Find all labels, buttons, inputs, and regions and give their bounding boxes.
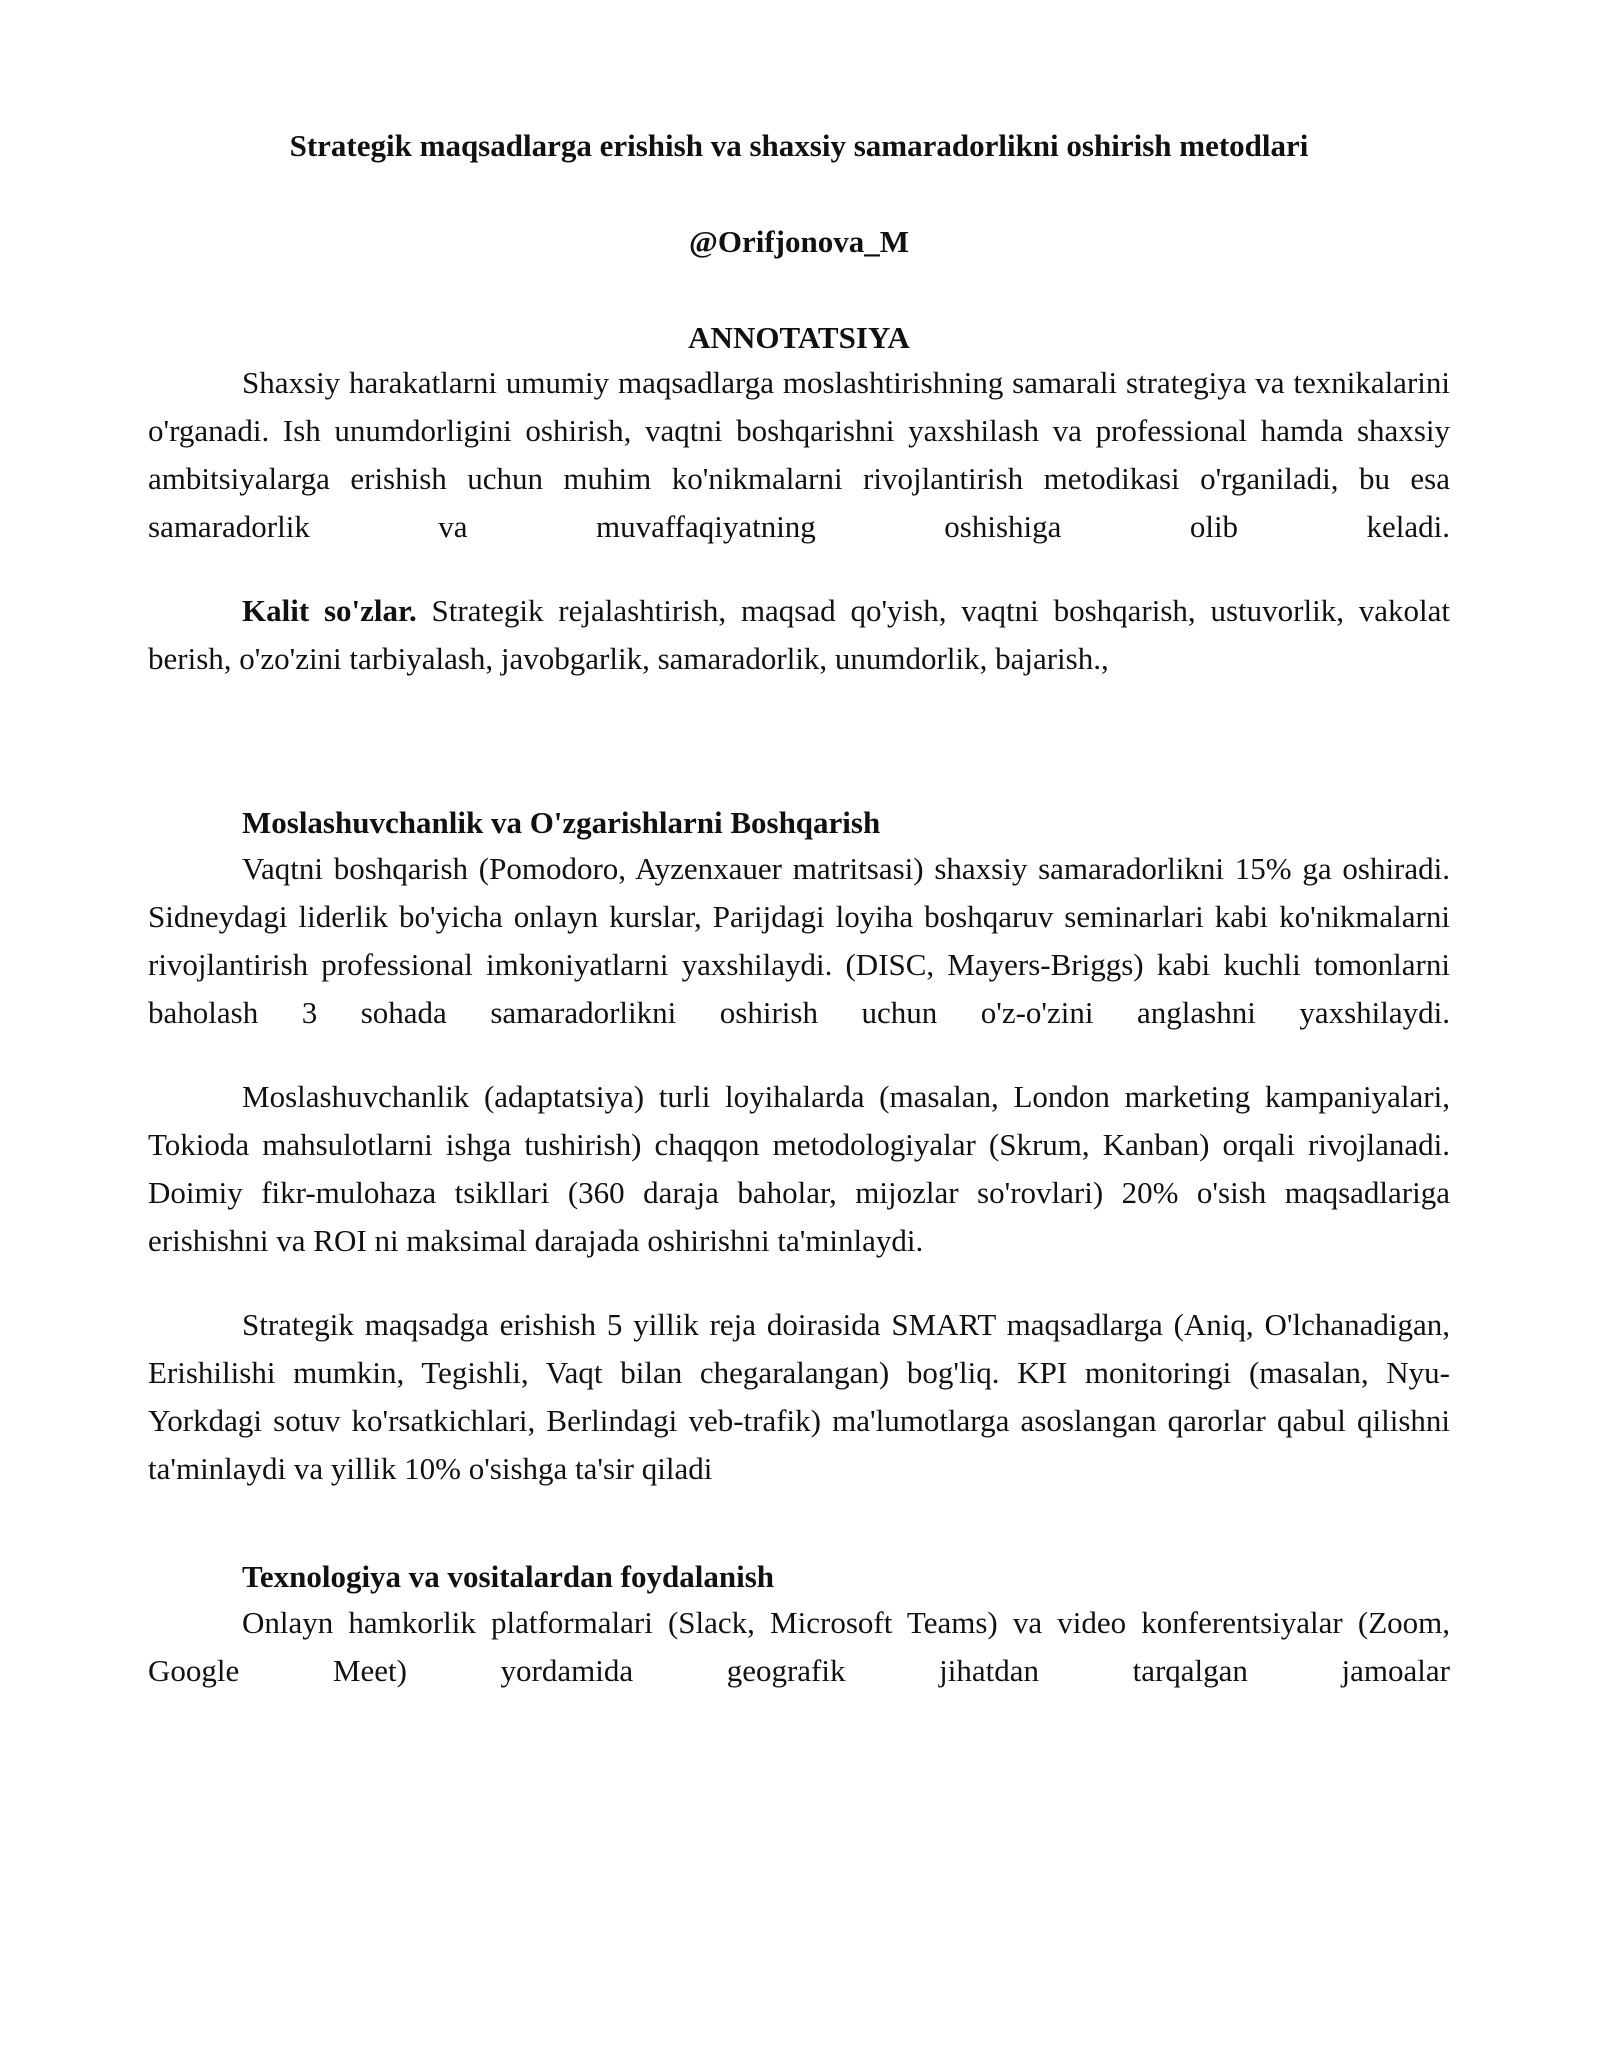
spacer — [148, 1493, 1450, 1555]
spacer — [148, 1037, 1450, 1073]
keywords-paragraph — [148, 587, 1450, 683]
section1-paragraph-1: Vaqtni boshqarish (Pomodoro, Ayzenxauer matritsasi) shaxsiy samaradorlikni 15% ga oshiradi. Sidneydagi liderlik bo'yicha onlayn kurslar, Parijdagi loyiha boshqaruv seminarlari kabi ko'nikmalarni rivojlantirish professional imkoniyatlarni yaxshilaydi. (DISC, Mayers-Briggs) kabi kuchli tomonlarni baholash 3 sohada samaradorlikni oshirish uchun o'z-o'zini anglashni yaxshilaydi. — [148, 851, 1450, 1030]
author-handle: @Orifjonova_M — [689, 224, 909, 259]
section-heading-technology: Texnologiya va vositalardan foydalanish — [242, 1559, 774, 1594]
section1-paragraph-2: Moslashuvchanlik (adaptatsiya) turli loyihalarda (masalan, London marketing kampaniyalari, Tokioda mahsulotlarni ishga tushirish) chaqqon metodologiyalar (Skrum, Kanban) orqali rivojlanadi. Doimiy fikr-mulohaza tsikllari (360 daraja baholar, mijozlar so'rovlari) 20% o'sish maqsadlariga erishishni va ROI ni maksimal darajada oshirishni ta'minlaydi. — [148, 1079, 1450, 1258]
spacer — [148, 551, 1450, 587]
section2-paragraph-1: Onlayn hamkorlik platformalari (Slack, Microsoft Teams) va video konferentsiyalar (Zoom, Google Meet) yordamida geografik jihatdan tarqalgan jamoalar — [148, 1605, 1450, 1688]
document-title: Strategik maqsadlarga erishish va shaxsiy samaradorlikni oshirish metodlari — [289, 128, 1309, 163]
annotation-paragraph: Shaxsiy harakatlarni umumiy maqsadlarga moslashtirishning samarali strategiya va texnikalarini o'rganadi. Ish unumdorligini oshirish, vaqtni boshqarishni yaxshilash va professional hamda shaxsiy ambitsiyalarga erishish uchun muhim ko'nikmalarni rivojlantirish metodikasi o'rganiladi, bu esa samaradorlik va muvaffaqiyatning oshishiga olib keladi. — [148, 365, 1450, 544]
section-heading-adaptability: Moslashuvchanlik va O'zgarishlarni Boshqarish — [242, 805, 881, 840]
section1-paragraph-3: Strategik maqsadga erishish 5 yillik reja doirasida SMART maqsadlarga (Aniq, O'lchanadigan, Erishilishi mumkin, Tegishli, Vaqt bilan chegaralangan) bog'liq. KPI monitoringi (masalan, Nyu-Yorkdagi sotuv ko'rsatkichlari, Berlindagi veb-trafik) ma'lumotlarga asoslangan qarorlar qabul qilishni ta'minlaydi va yillik 10% o'sishga ta'sir qiladi — [148, 1307, 1450, 1486]
document-page — [148, 125, 1450, 1695]
annotation-heading: ANNOTATSIYA — [688, 320, 910, 355]
spacer — [148, 683, 1450, 801]
keywords-label: Kalit so'zlar. — [242, 593, 417, 628]
keywords-text: Strategik rejalashtirish, maqsad qo'yish, vaqtni boshqarish, ustuvorlik, vakolat berish, o'zo'zini tarbiyalash, javobgarlik, samaradorlik, unumdorlik, bajarish., — [148, 593, 1451, 676]
spacer — [148, 1265, 1450, 1301]
